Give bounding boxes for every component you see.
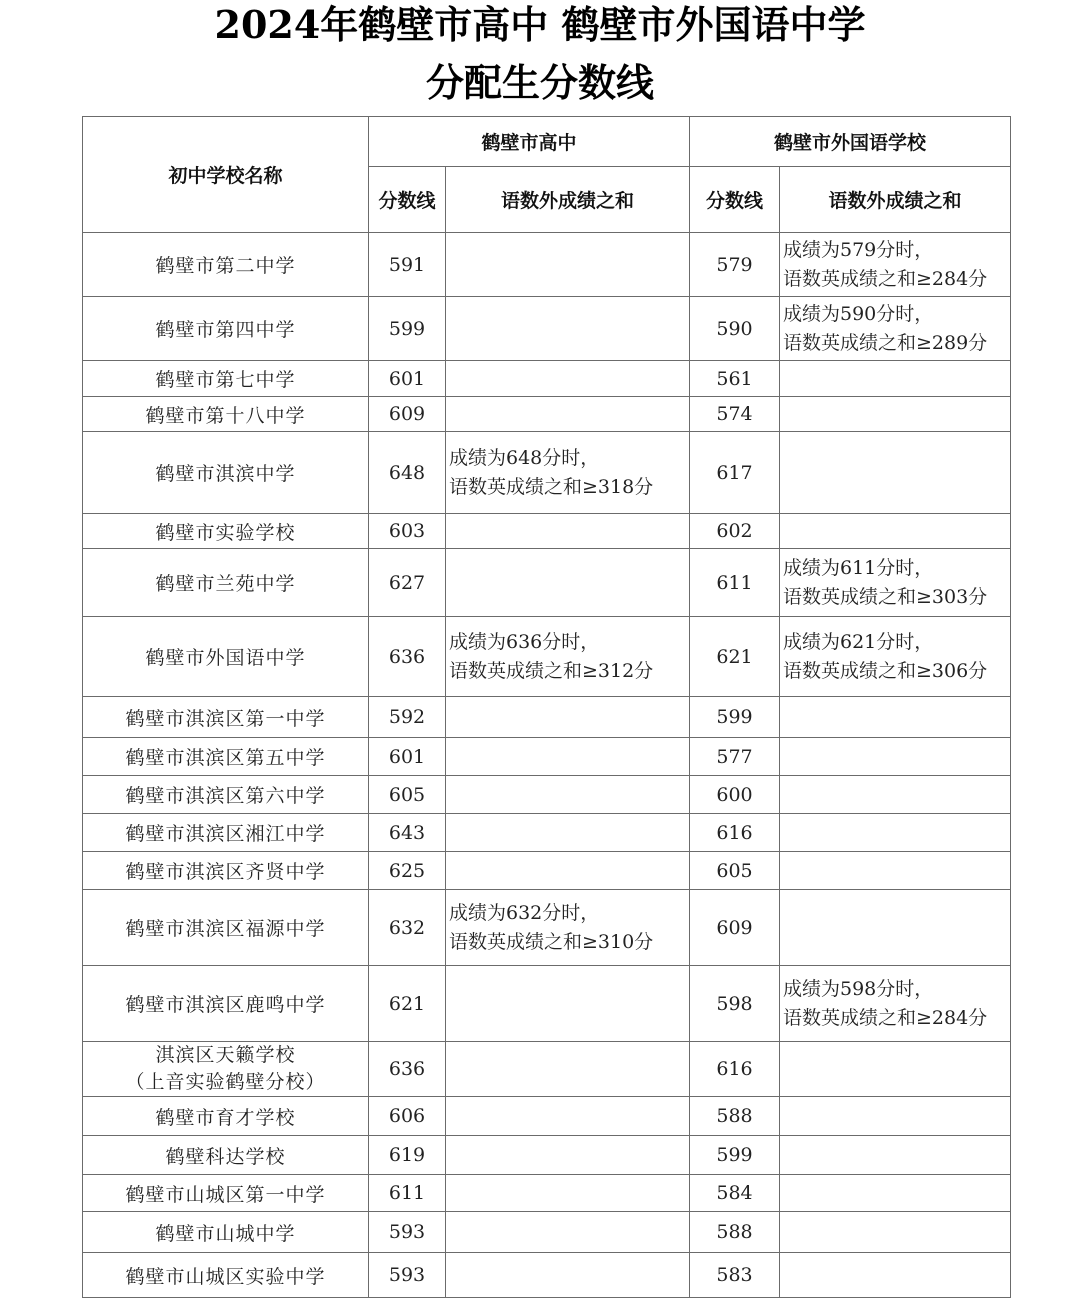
- hebi-high-score-cell: 643: [369, 814, 446, 852]
- document-title: 2024年鹤壁市高中 鹤壁市外国语中学: [214, 2, 866, 47]
- foreign-language-score-cell: 579: [690, 233, 780, 297]
- school-name-cell: [83, 297, 369, 361]
- school-name-cell: [83, 890, 369, 966]
- hebi-high-score-cell: 632: [369, 890, 446, 966]
- table-row: [83, 738, 1011, 776]
- school-name-line: 鹤壁市第四中学: [155, 319, 296, 341]
- school-name-cell: [83, 1042, 369, 1097]
- table-row: [83, 697, 1011, 738]
- school-name-line: 鹤壁市外国语中学: [145, 647, 306, 669]
- hebi-high-score-cell: 599: [369, 297, 446, 361]
- foreign-language-sum-cell: [780, 432, 1011, 514]
- foreign-language-sum-cell: [780, 514, 1011, 549]
- table-row: [83, 890, 1011, 966]
- condition-note-line: 成绩为636分时，: [449, 630, 600, 653]
- foreign-language-score-cell: 599: [690, 1136, 780, 1175]
- foreign-language-score-cell: 598: [690, 966, 780, 1042]
- header-score-1: 分数线: [369, 167, 446, 233]
- foreign-language-sum-cell: [780, 1253, 1011, 1298]
- foreign-language-sum-cell: [780, 1175, 1011, 1212]
- school-name-cell: [83, 1253, 369, 1298]
- hebi-high-sum-cell: [446, 852, 690, 890]
- condition-note-line: 语数英成绩之和≥303分: [783, 585, 988, 608]
- school-name-line: 鹤壁市淇滨区第一中学: [125, 707, 326, 730]
- hebi-high-score-cell: 592: [369, 697, 446, 738]
- foreign-language-score-cell: 584: [690, 1175, 780, 1212]
- hebi-high-sum-cell: [446, 297, 690, 361]
- school-name-line: 鹤壁市第二中学: [155, 255, 296, 277]
- foreign-language-score-cell: 611: [690, 549, 780, 617]
- hebi-high-score-cell: 625: [369, 852, 446, 890]
- hebi-high-sum-cell: [446, 966, 690, 1042]
- hebi-high-sum-cell: [446, 1253, 690, 1298]
- school-name-line: 鹤壁市淇滨区湘江中学: [125, 823, 326, 845]
- table-row: [83, 852, 1011, 890]
- hebi-high-score-cell: 591: [369, 233, 446, 297]
- foreign-language-sum-cell: [780, 966, 1011, 1042]
- school-name-cell: [83, 1097, 369, 1136]
- school-name-cell: [83, 1212, 369, 1253]
- foreign-language-sum-cell: [780, 617, 1011, 697]
- hebi-high-score-cell: 606: [369, 1097, 446, 1136]
- foreign-language-score-cell: 588: [690, 1212, 780, 1253]
- school-name-line: 鹤壁市淇滨区第六中学: [125, 785, 326, 807]
- condition-note-line: 成绩为579分时，: [783, 238, 934, 261]
- hebi-high-sum-cell: [446, 890, 690, 966]
- table-row: [83, 1212, 1011, 1253]
- condition-note-line: 语数英成绩之和≥312分: [449, 659, 654, 682]
- school-name-line: 淇滨区天籁学校: [155, 1044, 296, 1066]
- hebi-high-score-cell: 605: [369, 776, 446, 814]
- foreign-language-score-cell: 600: [690, 776, 780, 814]
- document-subtitle: 分配生分数线: [425, 60, 654, 105]
- school-name-line: 鹤壁市育才学校: [155, 1106, 296, 1129]
- school-name-cell: [83, 852, 369, 890]
- header-sum-1: 语数外成绩之和: [446, 167, 690, 233]
- foreign-language-sum-cell: [780, 697, 1011, 738]
- foreign-language-sum-cell: [780, 738, 1011, 776]
- foreign-language-score-cell: 609: [690, 890, 780, 966]
- hebi-high-sum-cell: [446, 1175, 690, 1212]
- foreign-language-score-cell: 617: [690, 432, 780, 514]
- header-row-groups: [83, 117, 1011, 167]
- foreign-language-sum-cell: [780, 233, 1011, 297]
- school-name-cell: [83, 361, 369, 397]
- score-table: [82, 116, 1011, 1298]
- header-sum-2: 语数外成绩之和: [780, 167, 1011, 233]
- table-row: [83, 617, 1011, 697]
- condition-note-line: 成绩为598分时，: [783, 977, 934, 1000]
- school-name-line: 鹤壁市淇滨区齐贤中学: [125, 861, 326, 883]
- school-name-cell: [83, 776, 369, 814]
- condition-note-line: 语数英成绩之和≥289分: [783, 331, 988, 354]
- table-row: [83, 966, 1011, 1042]
- table-row: [83, 814, 1011, 852]
- condition-note-line: 成绩为621分时，: [783, 630, 934, 653]
- table-row: [83, 514, 1011, 549]
- table-row: [83, 1136, 1011, 1175]
- hebi-high-sum-cell: [446, 397, 690, 432]
- school-name-cell: [83, 1136, 369, 1175]
- foreign-language-sum-cell: [780, 1097, 1011, 1136]
- school-name-line: 鹤壁市山城区实验中学: [125, 1265, 326, 1288]
- hebi-high-score-cell: 636: [369, 1042, 446, 1097]
- school-name-line: 鹤壁市淇滨中学: [155, 463, 296, 485]
- hebi-high-score-cell: 601: [369, 361, 446, 397]
- table-row: [83, 361, 1011, 397]
- foreign-language-sum-cell: [780, 1042, 1011, 1097]
- foreign-language-score-cell: 577: [690, 738, 780, 776]
- foreign-language-score-cell: 602: [690, 514, 780, 549]
- hebi-high-sum-cell: [446, 233, 690, 297]
- hebi-high-sum-cell: [446, 776, 690, 814]
- foreign-language-score-cell: 590: [690, 297, 780, 361]
- hebi-high-score-cell: 593: [369, 1212, 446, 1253]
- condition-note-line: 语数英成绩之和≥284分: [783, 267, 988, 290]
- school-name-line: 鹤壁市淇滨区福源中学: [125, 918, 326, 940]
- table-row: [83, 549, 1011, 617]
- hebi-high-sum-cell: [446, 514, 690, 549]
- school-name-line: 鹤壁市淇滨区第五中学: [125, 747, 326, 769]
- foreign-language-sum-cell: [780, 297, 1011, 361]
- hebi-high-sum-cell: [446, 738, 690, 776]
- hebi-high-score-cell: 593: [369, 1253, 446, 1298]
- foreign-language-sum-cell: [780, 776, 1011, 814]
- table-row: [83, 1175, 1011, 1212]
- foreign-language-score-cell: 561: [690, 361, 780, 397]
- table-row: [83, 1253, 1011, 1298]
- header-group-foreign-language: 鹤壁市外国语学校: [690, 117, 1011, 167]
- school-name-cell: [83, 549, 369, 617]
- foreign-language-score-cell: 621: [690, 617, 780, 697]
- condition-note-line: 语数英成绩之和≥284分: [783, 1006, 988, 1029]
- foreign-language-score-cell: 616: [690, 1042, 780, 1097]
- foreign-language-sum-cell: [780, 549, 1011, 617]
- school-name-cell: [83, 233, 369, 297]
- hebi-high-sum-cell: [446, 697, 690, 738]
- hebi-high-sum-cell: [446, 617, 690, 697]
- school-name-cell: [83, 697, 369, 738]
- foreign-language-score-cell: 599: [690, 697, 780, 738]
- school-name-line: 鹤壁科达学校: [165, 1145, 286, 1168]
- foreign-language-sum-cell: [780, 1212, 1011, 1253]
- foreign-language-sum-cell: [780, 852, 1011, 890]
- foreign-language-score-cell: 583: [690, 1253, 780, 1298]
- condition-note-line: 语数英成绩之和≥310分: [449, 930, 654, 953]
- score-table-body: [83, 233, 1011, 1298]
- condition-note-line: 成绩为648分时，: [449, 446, 600, 469]
- school-name-cell: [83, 738, 369, 776]
- hebi-high-sum-cell: [446, 549, 690, 617]
- foreign-language-sum-cell: [780, 1136, 1011, 1175]
- school-name-line: 鹤壁市兰苑中学: [155, 573, 296, 595]
- hebi-high-score-cell: 611: [369, 1175, 446, 1212]
- school-name-cell: [83, 617, 369, 697]
- table-row: [83, 297, 1011, 361]
- foreign-language-score-cell: 616: [690, 814, 780, 852]
- hebi-high-score-cell: 636: [369, 617, 446, 697]
- condition-note-line: 成绩为611分时，: [783, 556, 934, 579]
- school-name-cell: [83, 514, 369, 549]
- school-name-cell: [83, 432, 369, 514]
- school-name-line: 鹤壁市第七中学: [155, 369, 296, 391]
- hebi-high-score-cell: 648: [369, 432, 446, 514]
- hebi-high-score-cell: 603: [369, 514, 446, 549]
- foreign-language-score-cell: 574: [690, 397, 780, 432]
- school-name-cell: [83, 1175, 369, 1212]
- school-name-line: 鹤壁市第十八中学: [145, 404, 306, 427]
- hebi-high-sum-cell: [446, 814, 690, 852]
- school-name-line: 鹤壁市实验学校: [155, 521, 296, 544]
- hebi-high-sum-cell: [446, 1136, 690, 1175]
- school-name-cell: [83, 966, 369, 1042]
- header-score-2: 分数线: [690, 167, 780, 233]
- header-school-name: 初中学校名称: [83, 117, 369, 233]
- foreign-language-score-cell: 605: [690, 852, 780, 890]
- condition-note-line: 语数英成绩之和≥306分: [783, 659, 988, 682]
- foreign-language-sum-cell: [780, 890, 1011, 966]
- table-row: [83, 1042, 1011, 1097]
- hebi-high-sum-cell: [446, 1042, 690, 1097]
- condition-note-line: 语数英成绩之和≥318分: [449, 475, 654, 498]
- table-row: [83, 776, 1011, 814]
- hebi-high-sum-cell: [446, 361, 690, 397]
- condition-note-line: 成绩为632分时，: [449, 901, 600, 924]
- table-row: [83, 1097, 1011, 1136]
- hebi-high-sum-cell: [446, 432, 690, 514]
- foreign-language-score-cell: 588: [690, 1097, 780, 1136]
- hebi-high-score-cell: 621: [369, 966, 446, 1042]
- hebi-high-score-cell: 601: [369, 738, 446, 776]
- foreign-language-sum-cell: [780, 814, 1011, 852]
- school-name-cell: [83, 397, 369, 432]
- foreign-language-sum-cell: [780, 361, 1011, 397]
- school-name-cell: [83, 814, 369, 852]
- header-group-hebi-high: 鹤壁市高中: [369, 117, 690, 167]
- hebi-high-score-cell: 619: [369, 1136, 446, 1175]
- school-name-line: 鹤壁市山城区第一中学: [125, 1183, 326, 1206]
- table-row: [83, 432, 1011, 514]
- school-name-line: 鹤壁市淇滨区鹿鸣中学: [125, 994, 326, 1016]
- foreign-language-sum-cell: [780, 397, 1011, 432]
- hebi-high-score-cell: 609: [369, 397, 446, 432]
- condition-note-line: 成绩为590分时，: [783, 302, 934, 325]
- table-row: [83, 397, 1011, 432]
- hebi-high-score-cell: 627: [369, 549, 446, 617]
- table-row: [83, 233, 1011, 297]
- hebi-high-sum-cell: [446, 1212, 690, 1253]
- hebi-high-sum-cell: [446, 1097, 690, 1136]
- school-name-line: 鹤壁市山城中学: [155, 1222, 296, 1245]
- school-name-line: （上音实验鹤壁分校）: [125, 1071, 326, 1093]
